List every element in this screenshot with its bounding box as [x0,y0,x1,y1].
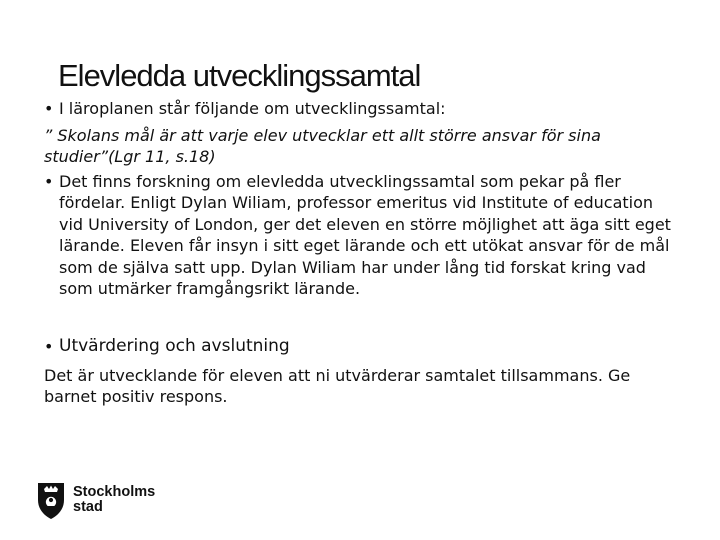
paragraph-line: vid University of London, ger det eleven en större möjlighet att äga sitt eget [59,214,671,234]
quote-line: ” Skolans mål är att varje elev utvecklar ett allt större ansvar för sina [44,126,601,145]
bullet-text-evaluation: Utvärdering och avslutning [59,336,290,357]
bullet-text-research [59,171,680,299]
bullet-marker: • [44,337,54,357]
logo-text-line: Stockholms [73,484,156,500]
logo-text-line: stad [73,499,103,515]
paragraph-line: som de själva satt upp. Dylan Wiliam har under lång tid forskat kring vad [59,257,646,277]
closing-paragraph [44,365,680,407]
paragraph-line: Det finns forskning om elevledda utvecklingssamtal som pekar på fler [59,172,621,191]
bullet-text-curriculum: I läroplanen står följande om utvecklingssamtal: [59,99,446,118]
paragraph-line: barnet positiv respons. [44,387,228,407]
bullet-item [44,98,680,119]
paragraph-line: lärande. Eleven får insyn i sitt eget lärande och ett utökat ansvar för de mål [59,236,670,256]
quote-line: studier”(Lgr 11, s.18) [44,147,216,166]
stockholm-crest-icon [36,480,66,520]
paragraph-line: som utmärker framgångsrikt lärande. [59,279,361,299]
paragraph-line: Det är utvecklande för eleven att ni utvärderar samtalet tillsammans. Ge [44,366,631,386]
bullet-marker: • [44,172,54,191]
stockholms-stad-logo [36,478,155,522]
bullet-item [44,171,680,299]
logo-wordmark [73,485,155,515]
curriculum-quote [44,125,680,167]
slide-title: Elevledda utvecklingssamtal [58,58,421,93]
slide-body [44,98,680,407]
paragraph-line: fördelar. Enligt Dylan Wiliam, professor emeritus vid Institute of education [59,193,654,213]
bullet-item [44,336,680,357]
bullet-marker: • [44,99,54,118]
